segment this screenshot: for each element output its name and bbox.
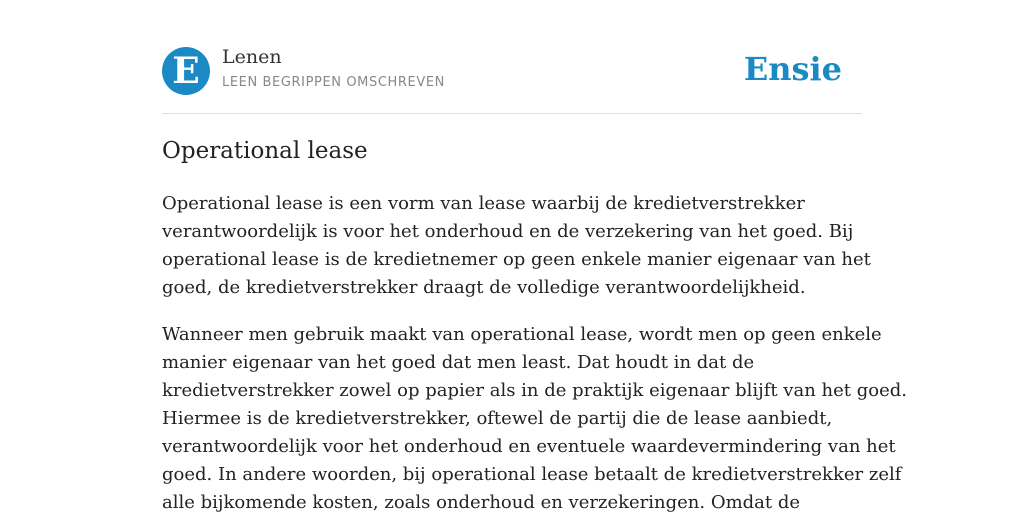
paragraph-line: goed. In andere woorden, bij operational lease betaalt de kredietverstrekker zelf: [162, 464, 902, 485]
article-paragraph-1: [162, 190, 871, 302]
page-container: [162, 0, 907, 512]
paragraph-line: verantwoordelijk voor het onderhoud en eventuele waardevermindering van het: [162, 436, 896, 457]
category-title[interactable]: Lenen: [222, 46, 282, 68]
paragraph-line: Operational lease is een vorm van lease waarbij de kredietverstrekker: [162, 193, 805, 214]
paragraph-line: alle bijkomende kosten, zoals onderhoud en verzekeringen. Omdat de: [162, 492, 801, 512]
paragraph-line: Wanneer men gebruik maakt van operational lease, wordt men op geen enkele: [162, 324, 882, 345]
paragraph-line: kredietverstrekker zowel op papier als in de praktijk eigenaar blijft van het goed.: [162, 380, 907, 401]
category-logo-icon[interactable]: E: [162, 47, 210, 95]
paragraph-line: manier eigenaar van het goed dat men least. Dat houdt in dat de: [162, 352, 755, 373]
brand-logo[interactable]: Ensie: [743, 50, 842, 88]
paragraph-line: Hiermee is de kredietverstrekker, oftewel de partij die de lease aanbiedt,: [162, 408, 833, 429]
paragraph-line: verantwoordelijk is voor het onderhoud en de verzekering van het goed. Bij: [162, 221, 854, 242]
article-paragraph-2: [162, 321, 907, 512]
paragraph-line: goed, de kredietverstrekker draagt de volledige verantwoordelijkheid.: [162, 277, 806, 298]
paragraph-line: operational lease is de kredietnemer op geen enkele manier eigenaar van het: [162, 249, 871, 270]
page-title: Operational lease: [162, 138, 368, 164]
category-subtitle: LEEN BEGRIPPEN OMSCHREVEN: [222, 75, 445, 90]
header: [162, 0, 862, 114]
